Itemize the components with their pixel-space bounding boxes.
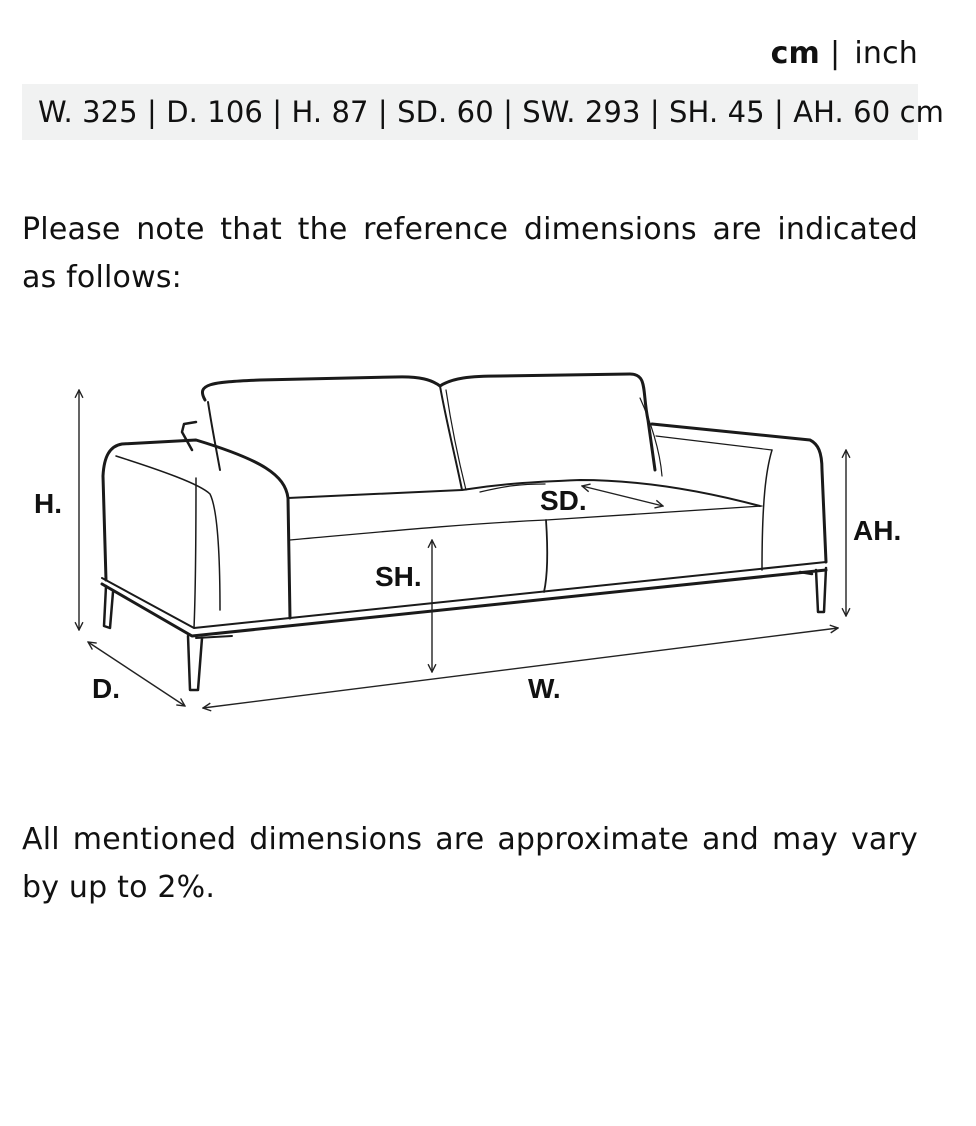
label-arm-height: AH. xyxy=(853,515,902,546)
sofa-dimension-diagram-icon xyxy=(0,360,976,730)
dimension-lines xyxy=(79,390,846,708)
unit-inch-option[interactable]: inch xyxy=(854,36,918,71)
label-depth: D. xyxy=(92,673,120,704)
label-seat-height: SH. xyxy=(375,561,422,592)
unit-cm-option[interactable]: cm xyxy=(770,36,821,71)
label-seat-depth: SD. xyxy=(540,485,587,516)
reference-note: Please note that the reference dimensions are indicated as follows: xyxy=(22,212,918,295)
unit-toggle xyxy=(771,34,918,74)
label-height: H. xyxy=(34,488,62,519)
approximation-note: All mentioned dimensions are approximate and may vary by up to 2%. xyxy=(22,822,918,905)
label-width: W. xyxy=(528,673,561,704)
unit-separator: | xyxy=(830,36,841,71)
dimensions-summary: W. 325 | D. 106 | H. 87 | SD. 60 | SW. 293 | SH. 45 | AH. 60 cm xyxy=(22,84,918,140)
